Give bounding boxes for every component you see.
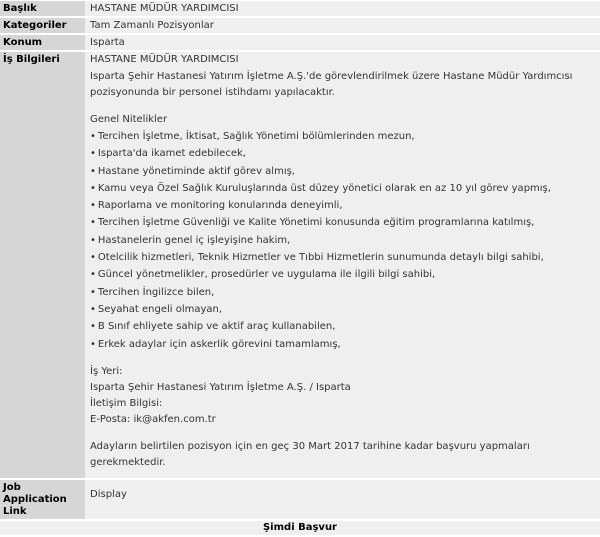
application-link-label: Job Application Link xyxy=(0,480,85,519)
contact-heading: İletişim Bilgisi: xyxy=(90,397,163,409)
location-value: Isparta xyxy=(85,35,600,50)
qualification-item: • Güncel yönetmelikler, prosedürler ve uygulama ile ilgili bilgi sahibi, xyxy=(90,266,596,283)
qualifications-heading: Genel Nitelikler xyxy=(90,114,168,125)
qualification-item: • Tercihen İşletme Güvenliği ve Kalite Yönetimi konusunda eğitim programlarına katılmış, xyxy=(90,214,596,231)
qualification-item: • Isparta'da ikamet edebilecek, xyxy=(90,145,596,162)
qualification-item: • Raporlama ve monitoring konularında deneyimli, xyxy=(90,197,596,214)
application-link-value[interactable]: Display xyxy=(85,480,600,519)
qualification-item: • Otelcilik hizmetleri, Teknik Hizmetler ve Tıbbi Hizmetlerin sunumunda detaylı bilgi sahibi, xyxy=(90,249,596,266)
row-location xyxy=(0,35,600,50)
title-value: HASTANE MÜDÜR YARDIMCISI xyxy=(85,1,600,16)
job-info-intro: Isparta Şehir Hastanesi Yatırım İşletme A.Ş.'de görevlendirilmek üzere Hastane Müdür Yardımcısı pozisyonunda bir personel istihdamı yapılacaktır. xyxy=(90,71,573,98)
workplace-heading: İş Yeri: xyxy=(90,365,123,377)
row-apply xyxy=(0,521,600,535)
job-info-label: İş Bilgileri xyxy=(0,52,85,478)
qualification-item: • Tercihen İşletme, İktisat, Sağlık Yönetimi bölümlerinden mezun, xyxy=(90,128,596,145)
qualification-item: • Hastane yönetiminde aktif görev almış, xyxy=(90,163,596,180)
qualification-item: • Seyahat engeli olmayan, xyxy=(90,301,596,318)
row-job-info xyxy=(0,52,600,478)
job-info-title: HASTANE MÜDÜR YARDIMCISI xyxy=(90,54,239,65)
row-title xyxy=(0,1,600,16)
qualification-item: • Hastanelerin genel iç işleyişine hakim, xyxy=(90,232,596,249)
qualification-item: • B Sınıf ehliyete sahip ve aktif araç kullanabilen, xyxy=(90,318,596,335)
categories-label: Kategoriler xyxy=(0,18,85,33)
contact-email[interactable]: E-Posta: ik@akfen.com.tr xyxy=(90,413,216,425)
row-categories xyxy=(0,18,600,33)
qualification-item: • Erkek adaylar için askerlik görevini tamamlamış, xyxy=(90,336,596,353)
workplace-value: Isparta Şehir Hastanesi Yatırım İşletme A.Ş. / Isparta xyxy=(90,381,351,393)
categories-value: Tam Zamanlı Pozisyonlar xyxy=(85,18,600,33)
title-label: Başlık xyxy=(0,1,85,16)
row-application-link xyxy=(0,480,600,519)
qualification-item: • Tercihen İngilizce bilen, xyxy=(90,284,596,301)
job-info-content xyxy=(85,52,600,478)
application-deadline: Adayların belirtilen pozisyon için en geç 30 Mart 2017 tarihine kadar başvuru yapmaları gerekmektedir. xyxy=(90,440,530,468)
qualifications-list xyxy=(90,128,596,353)
location-label: Konum xyxy=(0,35,85,50)
apply-now-button[interactable]: Şimdi Başvur xyxy=(0,521,600,535)
qualification-item: • Kamu veya Özel Sağlık Kuruluşlarında üst düzey yönetici olarak en az 10 yıl görev yapmış, xyxy=(90,180,596,197)
